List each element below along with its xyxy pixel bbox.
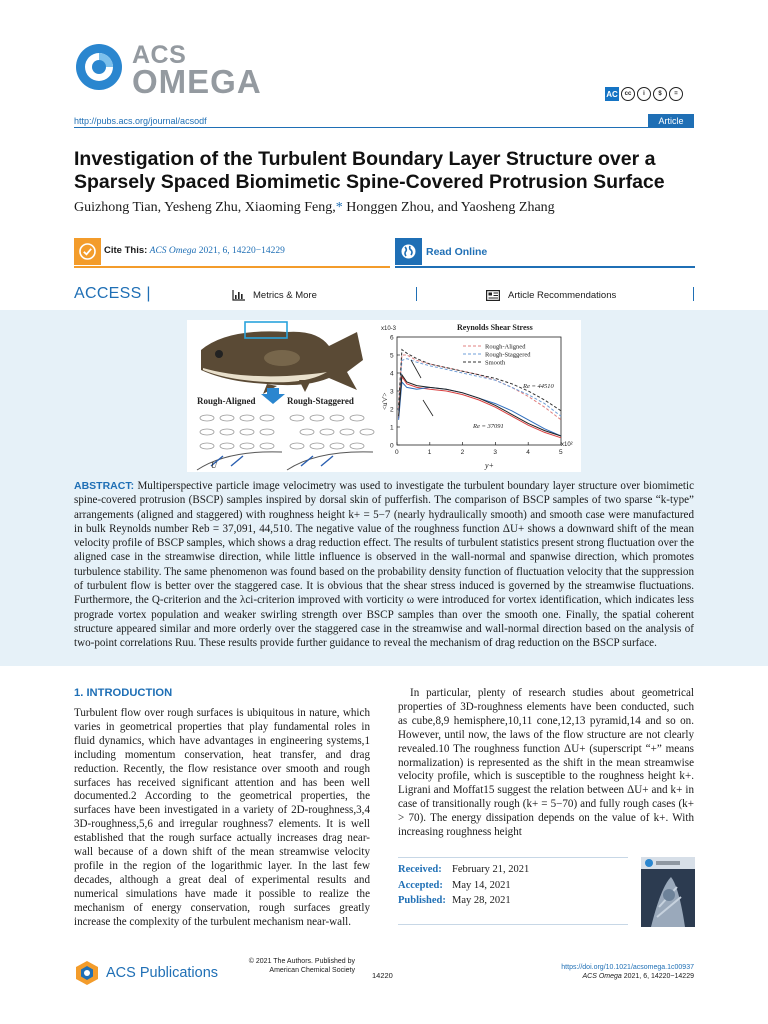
globe-icon: [395, 238, 422, 265]
acs-publications-logo[interactable]: [74, 960, 218, 986]
brand-acs: ACS: [132, 41, 187, 69]
noncommercial-icon[interactable]: $: [653, 87, 667, 101]
reynolds-shear-stress-chart: [381, 320, 581, 472]
metrics-label: Metrics & More: [253, 290, 317, 301]
x-tick-label: 1: [427, 449, 432, 456]
y-tick-label: 3: [390, 388, 394, 396]
series-line-smooth: [399, 350, 561, 411]
authors-part1: Guizhong Tian, Yesheng Zhu, Xiaoming Feng,: [74, 200, 336, 215]
chart-legend: [463, 344, 531, 367]
footer-citation: [500, 973, 694, 982]
acs-omega-logo-mark-icon: [74, 42, 124, 92]
journal-url-link[interactable]: http://pubs.acs.org/journal/acsodf: [74, 116, 207, 126]
journal-cover-image: [641, 857, 695, 927]
rough-staggered-label: Rough-Staggered: [287, 396, 354, 406]
y-tick-label: 5: [390, 352, 394, 360]
annotation-arrow-lower: [423, 400, 433, 416]
y-tick-label: 4: [390, 370, 394, 378]
footer-journal: ACS Omega: [582, 972, 622, 980]
cite-details: 2021, 6, 14220−14229: [196, 246, 285, 256]
license-icons[interactable]: [605, 87, 683, 101]
metrics-and-more-button[interactable]: [232, 290, 317, 301]
annotation-re-37091: Re = 37091: [473, 423, 504, 430]
noderivatives-icon[interactable]: =: [669, 87, 683, 101]
x-tick-label: 2: [460, 449, 465, 456]
abstract-text: [74, 479, 694, 651]
read-online-box[interactable]: [395, 238, 695, 268]
pufferfish-illustration: [187, 320, 381, 472]
authors-part2: Honggen Zhou, and Yaosheng Zhang: [342, 200, 555, 215]
access-bar: [74, 285, 694, 305]
x-axis-label: y+: [485, 461, 494, 470]
corresponding-author-star[interactable]: *: [335, 200, 343, 215]
read-online-link[interactable]: Read Online: [426, 246, 488, 258]
y-multiplier: x10-3: [381, 326, 397, 332]
publisher-name: ACS Publications: [106, 965, 219, 981]
access-label-text: ACCESS: [74, 285, 142, 302]
intro-right-column: In particular, plenty of research studies about geometrical properties of 3D-roughness elements have been conducted, such as cube,8,9 hemisphere,10,11 cone,12,13 pyramid,14 and so on. However, until now, the laws of the flow structure are not clearly revealed.10 The roughness function ΔU+ (superscript “+” means normalization) is represented as the shift in the mean streamwise velocity profile, which is susceptible to the roughness height k+. Ligrani and Moffat15 suggest the relation between ΔU+ and k+ in case of transitionally rough (k+ = 5−70) and fully rough cases (k+ > 70). The energy dissipation depends on the value of k+. With increasing roughness height: [398, 687, 694, 839]
date-label: Accepted:: [398, 879, 443, 891]
introduction-heading: 1. INTRODUCTION: [74, 687, 173, 699]
annotation-re-44510: Re = 44510: [523, 383, 554, 390]
legend-entry: Smooth: [485, 359, 506, 367]
date-label: Received:: [398, 864, 442, 876]
doi-block: [500, 964, 694, 981]
y-axis-label: <u'v'>: [381, 392, 389, 410]
y-tick-label: 6: [390, 334, 394, 342]
author-list: [74, 200, 694, 216]
annotation-arrow-upper: [411, 360, 421, 378]
chart-title: Reynolds Shear Stress: [457, 323, 533, 332]
rough-aligned-label: Rough-Aligned: [197, 396, 256, 406]
citation-text: [104, 245, 285, 256]
access-divider: [693, 287, 694, 301]
abstract-label: ABSTRACT:: [74, 480, 135, 492]
attribution-icon[interactable]: i: [637, 87, 651, 101]
x-multiplier: x10²: [561, 442, 573, 448]
article-type-tag: Article: [648, 114, 694, 128]
date-value: February 21, 2021: [452, 864, 530, 876]
x-tick-label: 3: [493, 449, 498, 456]
recommendations-icon: [486, 290, 500, 301]
recommendations-label: Article Recommendations: [508, 290, 617, 301]
footer-citation-details: 2021, 6, 14220−14229: [621, 972, 694, 980]
access-separator: |: [146, 285, 151, 302]
article-recommendations-button[interactable]: [486, 290, 616, 301]
cite-this-box[interactable]: [74, 238, 390, 268]
publication-dates: [398, 857, 628, 925]
x-tick-label: 0: [395, 449, 399, 456]
intro-left-column: Turbulent flow over rough surfaces is ubiquitous in nature, which varies in geometrical properties that play fundamental roles in fluid dynamics, which have advantages in engineering systems,1 including momentum conservation, heat transfer, and drag reduction. Recently, the flow resistance over smooth and rough surfaces has received significant attention and has been well documented.2 According to the geometrical properties, the surfaces have been investigated in a variety of 2D-roughness,3,4 3D-roughness,5,6 and irregular roughness7 elements. It is well established that the rough surface actually increases drag near-wall because of a down shift of the mean streamwise velocity profile in the region of the logarithmic layer. In the last few decades, although a great deal of experimental results and numerical simulations have made it possible to realize the mechanism of energy conservation, rough surfaces greatly increase the complexity of the turbulent mechanism near-wall.: [74, 707, 370, 928]
journal-logo[interactable]: [74, 40, 284, 100]
bar-chart-icon: [232, 290, 245, 301]
cite-check-icon: [74, 238, 101, 265]
date-published: [398, 893, 628, 909]
page-number: 14220: [372, 971, 393, 980]
date-accepted: [398, 878, 628, 894]
cite-label: Cite This:: [104, 245, 148, 256]
date-received: [398, 862, 628, 878]
date-value: May 28, 2021: [452, 895, 511, 907]
toc-graphic[interactable]: [187, 320, 581, 472]
x-tick-label: 4: [526, 449, 530, 456]
access-label: [74, 285, 151, 303]
acs-hexagon-logo-icon: [74, 960, 100, 986]
date-value: May 14, 2021: [452, 879, 511, 891]
doi-link[interactable]: https://doi.org/10.1021/acsomega.1c00937: [561, 964, 694, 971]
copyright-notice: © 2021 The Authors. Published by American Chemical Society: [248, 958, 355, 974]
access-divider: [416, 287, 417, 301]
y-tick-label: 1: [390, 424, 394, 432]
creative-commons-icon[interactable]: cc: [621, 87, 635, 101]
legend-entry: Rough-Staggered: [485, 351, 531, 359]
y-tick-label: 2: [390, 406, 394, 414]
acs-authorchoice-icon[interactable]: AC: [605, 87, 619, 101]
abstract-body: Multiperspective particle image velocimetry was used to investigate the turbulent boundary layer structure over biomimetic spine-covered protrusion (BSCP) samples inspired by dorsal skin of pufferfish. The comparison of BSCP samples of two sparse “k-type” arrangements (aligned and staggered) with roughness height k+ = 5−7 (nearly hydraulically smooth) and smooth case were manufactured in bulk Reynolds number Reb = 37,091, 44,510. The negative value of the roughness function ΔU+ shows a downward shift of the mean velocity profile of BSCP samples, which shows a drag reduction effect. The results of turbulent statistics present strong fluctuation over the aligned case in the streamwise direction, while little influence is observed in the wall-normal and spanwise direction, which promotes turbulence stability. The same phenomenon was found based on the probability density function of fluctuation velocity that the suppression of turbulent flow is better over the staggered case. It is obvious that the shear stress induced is governed by the streamwise fluctuations. Furthermore, the Q-criterion and the λci-criterion improved with vorticity ω were introduced for vortex identification, which indicates less prograde vortex population and weaker swirling strength over BSCP samples than over the smooth one. Finally, the spatial coherent structure appeared similar and more orderly over the staggered case in the streamwise and wall-normal direction based on the analysis of two-point correlations Ruu. These results provide further guidance to reveal the mechanism of drag reduction on the BSCP surface.: [74, 480, 694, 650]
date-label: Published:: [398, 895, 446, 907]
cite-journal[interactable]: ACS Omega: [149, 246, 197, 256]
article-title: Investigation of the Turbulent Boundary Layer Structure over a Sparsely Spaced Biomimetic Spine-Covered Protrusion Surface: [74, 148, 665, 193]
brand-omega: OMEGA: [132, 63, 262, 100]
flow-direction-icon: U: [211, 461, 217, 470]
journal-cover-thumbnail[interactable]: [641, 857, 695, 927]
legend-entry: Rough-Aligned: [485, 343, 526, 351]
x-tick-label: 5: [559, 449, 563, 456]
y-tick-label: 0: [390, 442, 394, 450]
